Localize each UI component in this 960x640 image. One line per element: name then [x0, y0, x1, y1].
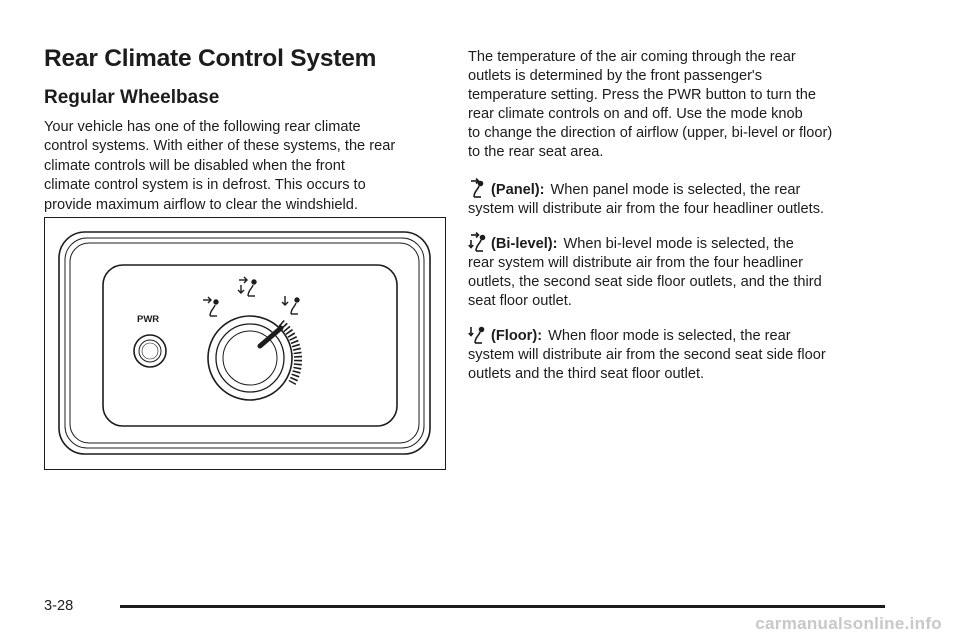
watermark: carmanualsonline.info	[755, 614, 942, 633]
footer-rule	[120, 605, 885, 608]
panel-mode-description	[468, 178, 908, 219]
bilevel-mode-icon	[468, 232, 488, 252]
climate-control-illustration	[44, 217, 446, 470]
floor-mode-label: (Floor):	[491, 328, 543, 344]
page-title: Rear Climate Control System	[44, 45, 377, 72]
floor-mode-icon	[282, 296, 299, 314]
panel-mode-label: (Panel):	[491, 182, 545, 198]
intro-paragraph: Your vehicle has one of the following rear climate control systems. With either of these systems, the rear climate controls will be disabled when the front climate control system is in defrost. This occurs to provide maximum airflow to clear the windshield.	[44, 119, 396, 213]
pwr-button[interactable]	[134, 335, 166, 367]
floor-mode-description	[468, 324, 908, 384]
panel-mode-icon	[468, 178, 488, 198]
page-number: 3-28	[44, 598, 74, 614]
bilevel-mode-text: When bi-level mode is selected, the rear system will distribute air from the four headliner outlets, the second seat side floor outlets, and the third seat floor outlet.	[468, 236, 822, 309]
bilevel-mode-label: (Bi-level):	[491, 236, 558, 252]
left-column	[44, 44, 452, 215]
mode-knob[interactable]	[208, 316, 298, 400]
pwr-label: PWR	[137, 314, 160, 325]
floor-mode-icon	[468, 324, 488, 344]
panel-mode-text: When panel mode is selected, the rear system will distribute air from the four headliner outlets.	[468, 182, 825, 217]
bilevel-mode-icon	[238, 277, 256, 296]
floor-mode-text: When floor mode is selected, the rear system will distribute air from the second seat side floor outlets and the third seat floor outlet.	[468, 328, 826, 382]
bilevel-mode-description	[468, 232, 908, 311]
section-subtitle: Regular Wheelbase	[44, 87, 220, 108]
panel-mode-icon	[203, 297, 218, 316]
right-column	[468, 48, 908, 384]
rear-temperature-paragraph: The temperature of the air coming through the rear outlets is determined by the front passenger's temperature setting. Press the PWR button to turn the rear climate controls on and off. Use the mode knob to change the direction of airflow (upper, bi-level or floor) to the rear seat area.	[468, 49, 833, 160]
